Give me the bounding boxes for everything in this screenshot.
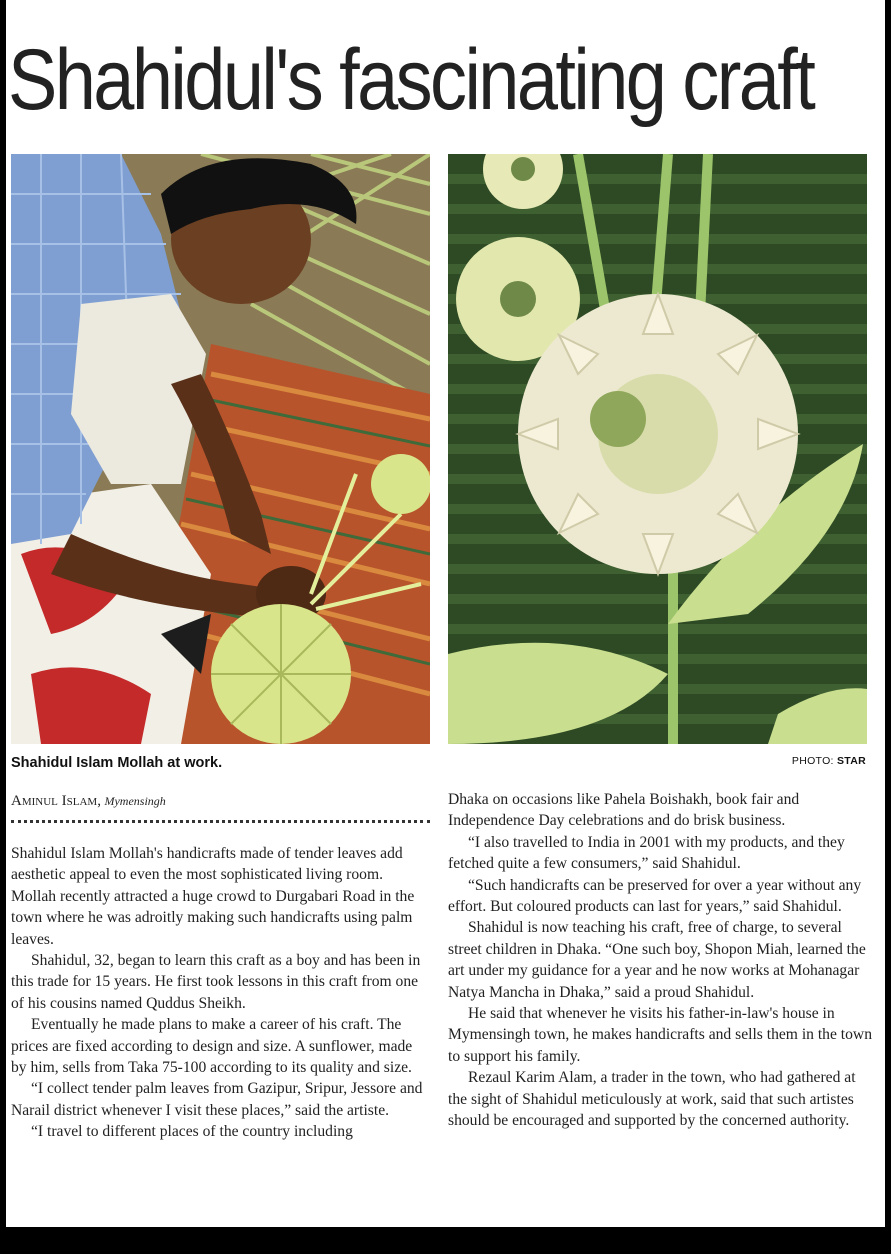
photo-caption: Shahidul Islam Mollah at work. <box>11 755 223 771</box>
dotted-divider <box>11 820 430 823</box>
headline: Shahidul's fascinating craft <box>8 32 814 128</box>
photo-credit-prefix: PHOTO: <box>791 755 834 767</box>
newspaper-page <box>6 0 885 1227</box>
photo-palm-sunflower-illustration <box>448 154 867 744</box>
article-paragraph: Dhaka on occasions like Pahela Boishakh, book fair and Independence Day celebrations and do brisk business. <box>448 791 800 830</box>
byline-author: Aminul Islam, <box>11 793 101 809</box>
photo-palm-sunflower <box>448 154 867 744</box>
article-paragraph: Eventually he made plans to make a career of his craft. The prices are fixed according to design and size. A sunflower, made by him, sells from Taka 75-100 according to its quality and size. <box>11 1016 413 1077</box>
photo-credit <box>792 755 866 767</box>
photo-credit-source: STAR <box>836 755 866 767</box>
article-paragraph: Rezaul Karim Alam, a trader in the town, who had gathered at the sight of Shahidul meticulously at work, said that such artistes should be encouraged and supported by the concerned authority. <box>448 1069 856 1130</box>
article-paragraph: “I also travelled to India in 2001 with my products, and they fetched quite a few consumers,” said Shahidul. <box>448 833 845 873</box>
article-paragraph: “I travel to different places of the country including <box>31 1123 353 1141</box>
article-paragraph: “I collect tender palm leaves from Gazipur, Sripur, Jessore and Narail district whenever I visit these places,” said the artiste. <box>11 1080 423 1119</box>
article-paragraph: He said that whenever he visits his father-in-law's house in Mymensingh town, he makes handicrafts and sells them in the town to support his family. <box>448 1005 872 1065</box>
article-paragraph: “Such handicrafts can be preserved for over a year without any effort. But coloured products can last for years,” said Shahidul. <box>448 876 862 916</box>
article-paragraph: Shahidul Islam Mollah's handicrafts made of tender leaves add aesthetic appeal to even the most sophisticated living room. Mollah recently attracted a huge crowd to Durgabari Road in the town where he was adroitly making such handicrafts using palm leaves. <box>11 845 415 948</box>
byline-place: Mymensingh <box>104 794 166 808</box>
byline <box>11 793 430 810</box>
article-column-right <box>448 789 872 1132</box>
article-paragraph: Shahidul is now teaching his craft, free of charge, to several street children in Dhaka. “One such boy, Shopon Miah, learned the art under my guidance for a year and he now works at Mohanagar Natya Mancha in Dhaka,” said a proud Shahidul. <box>448 919 866 1001</box>
photo-man-weaving-illustration <box>11 154 430 744</box>
article-column-left <box>11 843 430 1143</box>
photo-man-weaving <box>11 154 430 744</box>
article-paragraph: Shahidul, 32, began to learn this craft as a boy and has been in this trade for 15 years. He first took lessons in this craft from one of his cousins named Quddus Sheikh. <box>11 952 421 1012</box>
